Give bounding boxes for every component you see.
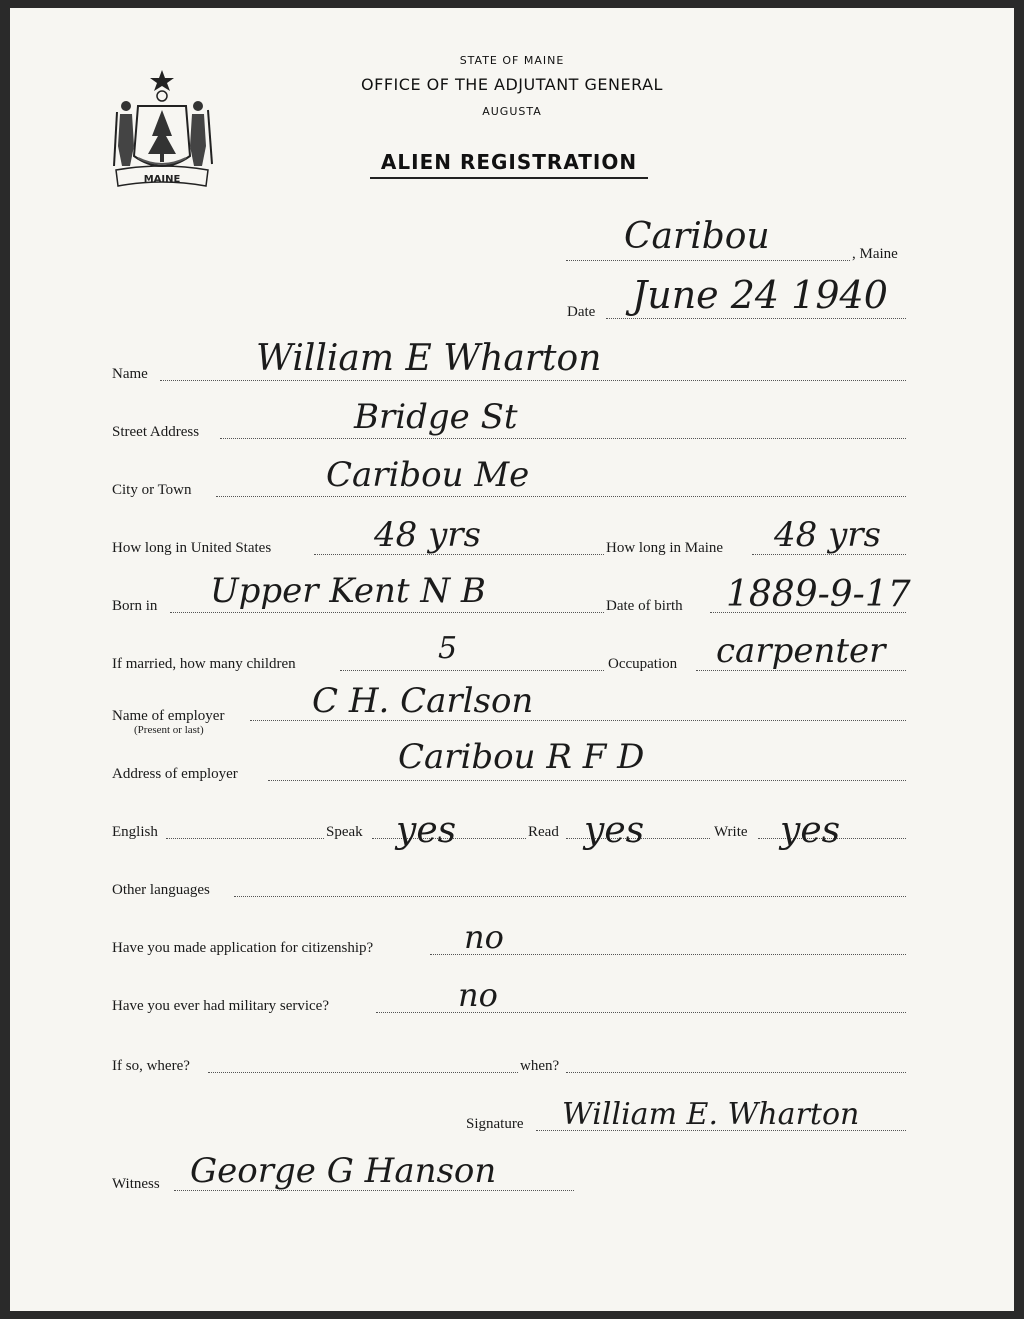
registration-form [10, 8, 1014, 1311]
employer-address-line [268, 780, 906, 781]
how-long-us-label: How long in United States [112, 540, 272, 556]
born-in-value: Upper Kent N B [210, 571, 486, 611]
city-heading: AUGUSTA [482, 105, 542, 118]
street-line [220, 438, 906, 439]
speak-label: Speak [326, 824, 363, 840]
when-label: when? [520, 1058, 560, 1074]
city-value: Caribou Me [326, 455, 530, 495]
write-label: Write [714, 824, 748, 840]
born-in-line [170, 612, 604, 613]
name-line [160, 380, 906, 381]
english-line [166, 838, 324, 839]
children-value: 5 [438, 631, 458, 666]
read-value: yes [584, 810, 645, 851]
signature-value: William E. Wharton [562, 1097, 860, 1132]
city-label: City or Town [112, 482, 192, 498]
how-long-us-value: 48 yrs [374, 515, 481, 555]
military-line [376, 1012, 906, 1013]
military-label: Have you ever had military service? [112, 998, 329, 1014]
state-heading: STATE OF MAINE [459, 54, 565, 67]
witness-label: Witness [112, 1176, 160, 1192]
where-line [208, 1072, 518, 1073]
office-heading: OFFICE OF THE ADJUTANT GENERAL [361, 75, 663, 94]
citizenship-label: Have you made application for citizenship? [112, 940, 374, 956]
dob-label: Date of birth [606, 598, 683, 614]
when-line [566, 1072, 906, 1073]
children-label: If married, how many children [112, 656, 296, 672]
signature-label: Signature [466, 1116, 524, 1132]
other-languages-line [234, 896, 906, 897]
seal-text: MAINE [143, 174, 181, 185]
date-line [606, 318, 906, 319]
date-value: June 24 1940 [632, 273, 888, 317]
town-value: Caribou [624, 216, 770, 257]
write-value: yes [780, 810, 841, 851]
name-value: William E Wharton [256, 338, 602, 379]
form-title: ALIEN REGISTRATION [370, 150, 648, 179]
dob-value: 1889-9-17 [726, 574, 911, 615]
employer-address-label: Address of employer [112, 766, 238, 782]
employer-value: C H. Carlson [312, 681, 534, 721]
english-label: English [112, 824, 158, 840]
employer-label: Name of employer [112, 708, 225, 724]
how-long-maine-value: 48 yrs [774, 515, 881, 555]
street-label: Street Address [112, 424, 200, 440]
town-line [566, 260, 850, 261]
employer-note: (Present or last) [134, 724, 204, 736]
military-value: no [458, 976, 498, 1014]
occupation-value: carpenter [716, 631, 886, 671]
maine-label: , Maine [852, 246, 898, 262]
how-long-maine-label: How long in Maine [606, 540, 724, 556]
citizenship-value: no [464, 918, 504, 956]
other-languages-label: Other languages [112, 882, 210, 898]
born-in-label: Born in [112, 598, 158, 614]
witness-value: George G Hanson [190, 1151, 497, 1191]
date-label: Date [567, 304, 596, 320]
employer-address-value: Caribou R F D [398, 737, 645, 777]
read-label: Read [528, 824, 559, 840]
city-line [216, 496, 906, 497]
name-label: Name [112, 366, 148, 382]
speak-value: yes [396, 810, 457, 851]
where-label: If so, where? [112, 1058, 190, 1074]
occupation-label: Occupation [608, 656, 678, 672]
street-value: Bridge St [354, 397, 518, 437]
children-line [340, 670, 604, 671]
